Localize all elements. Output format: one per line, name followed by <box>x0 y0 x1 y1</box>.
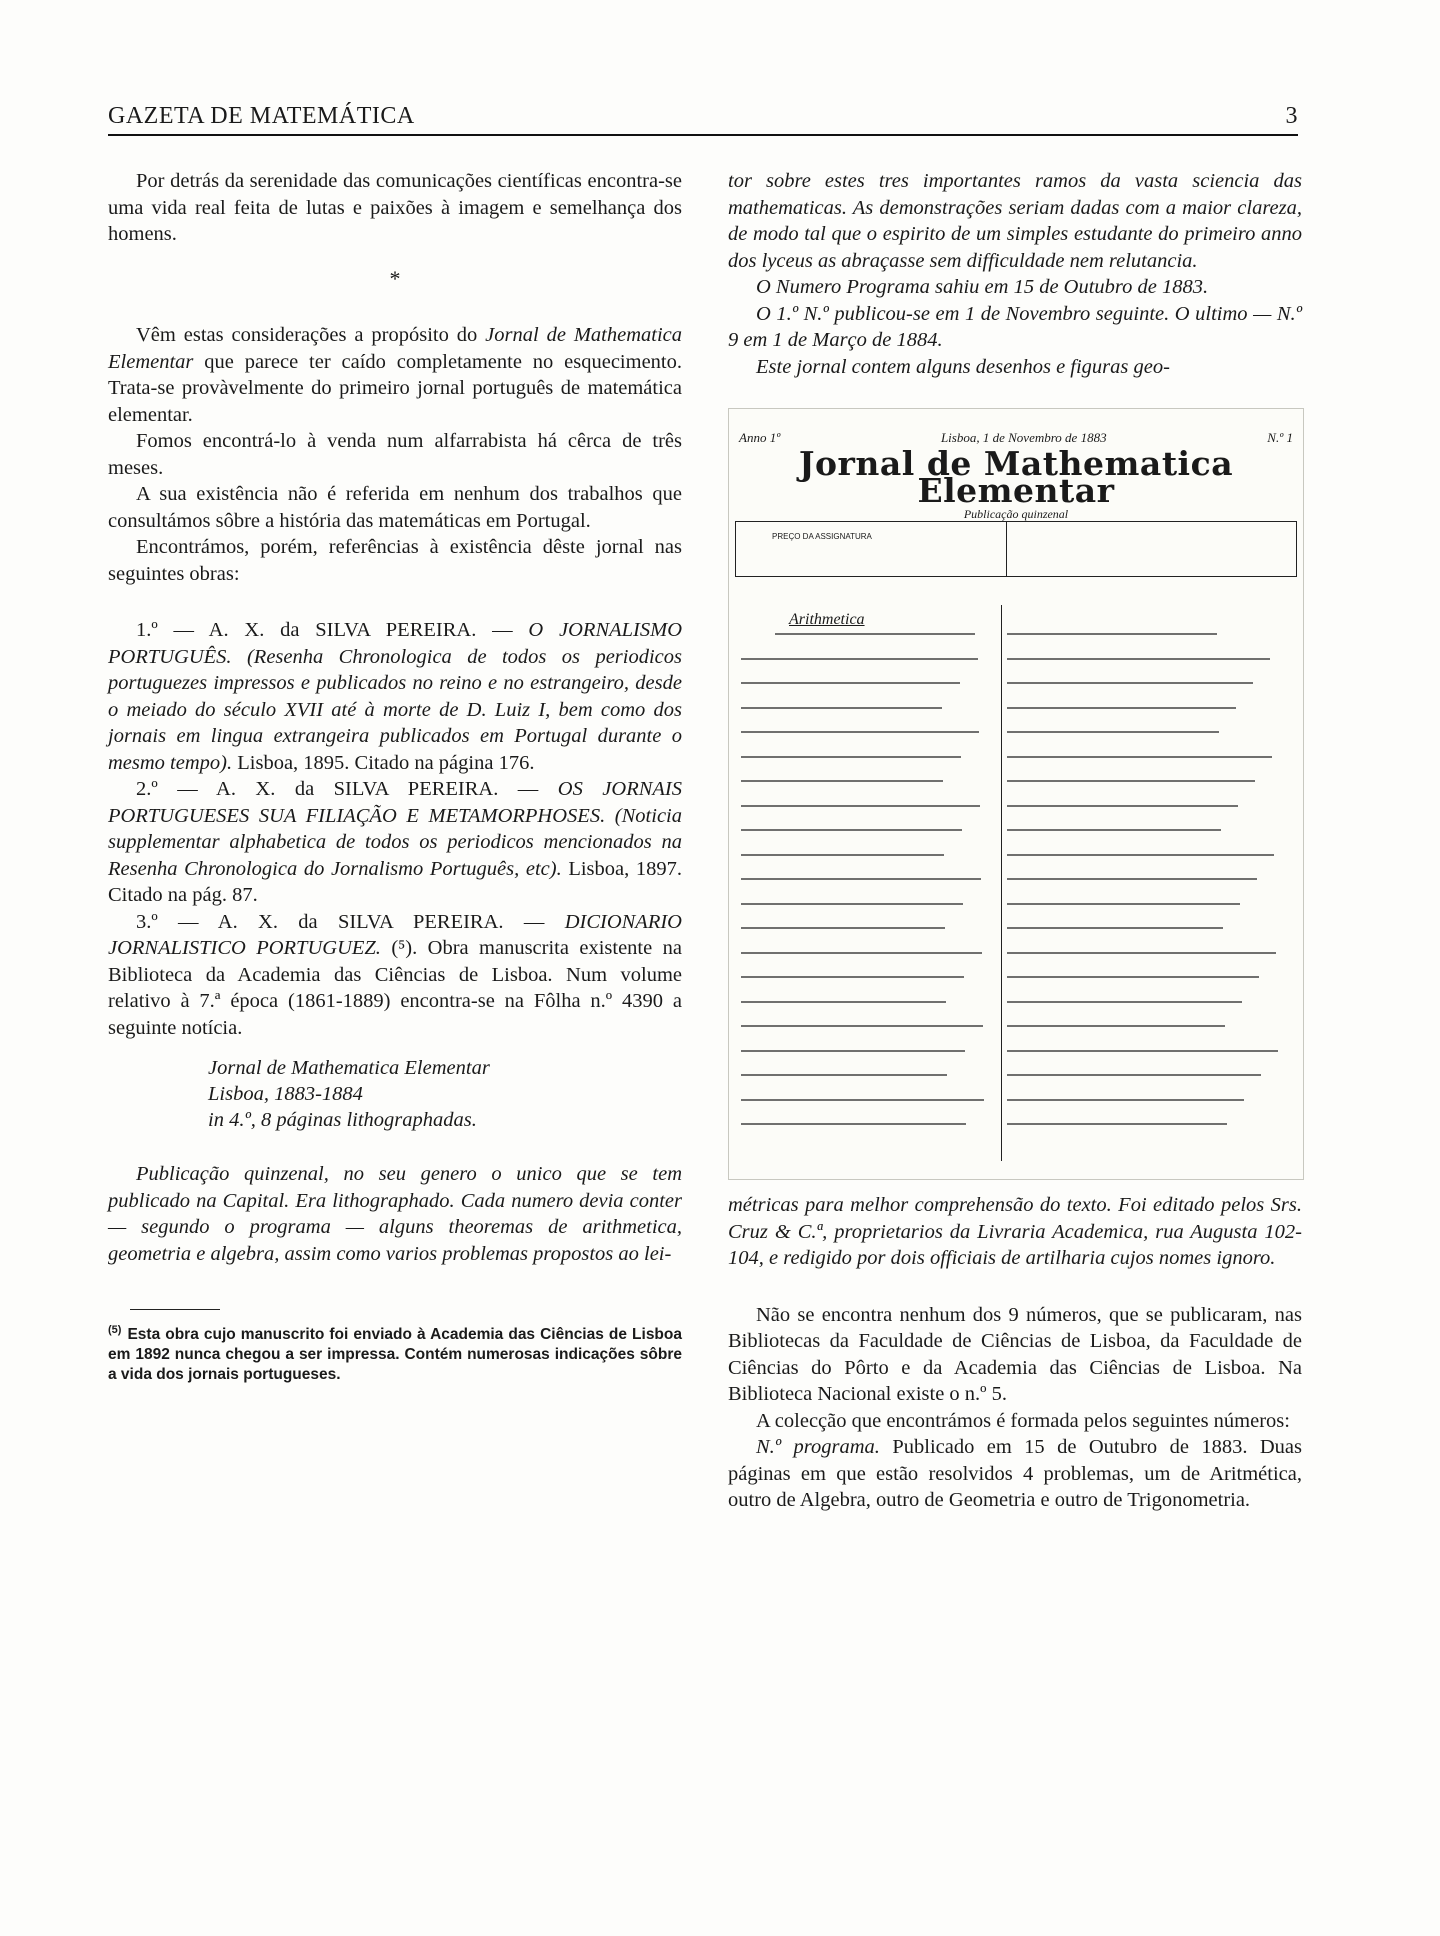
handwriting-line <box>735 878 1297 880</box>
paragraph: tor sobre estes tres importantes ramos da vasta sciencia das mathematicas. As demonstrações seriam dadas com a maior clareza, de modo tal que o espirito de um simples estudante do primeiro anno dos lyceus as abraçasse sem difficuldade nem relutancia. <box>728 170 1302 272</box>
facsimile-subscription-box: PREÇO DA ASSIGNATURA <box>735 521 1297 577</box>
paragraph: Fomos encontrá-lo à venda num alfarrabista há cêrca de três meses. <box>108 430 682 479</box>
handwriting-line <box>735 658 1297 660</box>
left-column <box>108 168 682 1385</box>
handwriting-line <box>735 976 1297 978</box>
running-header <box>108 96 1298 130</box>
catalog-citation: Jornal de Mathematica Elementar Lisboa, 1883-1884 in 4.º, 8 páginas lithographadas. <box>208 1057 490 1131</box>
journal-facsimile-image <box>728 408 1304 1180</box>
facsimile-masthead: Anno 1º Lisboa, 1 de Novembro de 1883 N.º 1 <box>739 430 1293 445</box>
right-column <box>728 168 1302 1514</box>
handwriting-line <box>735 829 1297 831</box>
handwriting-line <box>735 707 1297 709</box>
facsimile-section-heading: Arithmetica <box>789 611 865 628</box>
handwriting-line <box>735 805 1297 807</box>
section-separator: * <box>389 265 401 291</box>
paragraph: A colecção que encontrámos é formada pelos seguintes números: <box>756 1409 1290 1432</box>
handwriting-line <box>735 780 1297 782</box>
reference-2: 2.º — A. X. da SILVA PEREIRA. — OS JORNAIS PORTUGUESES SUA FILIAÇÃO E METAMORPHOSES. (Noticia supplementar alphabetica de todos os periodicos mencionados na Resenha Chronologica do Jornalismo Português, etc). Lisboa, 1897. Citado na pág. 87. <box>108 778 682 906</box>
reference-3: 3.º — A. X. da SILVA PEREIRA. — DICIONARIO JORNALISTICO PORTUGUEZ. (⁵). Obra manuscrita existente na Biblioteca da Academia das Ciências de Lisboa. Num volume relativo à 7.ª época (1861-1889) encontra-se na Fôlha n.º 4390 a seguinte notícia. <box>108 910 682 1039</box>
facsimile-column-divider <box>1001 605 1002 1161</box>
handwriting-line <box>735 682 1297 684</box>
handwriting-line <box>735 1099 1297 1101</box>
paragraph: Publicação quinzenal, no seu genero o unico que se tem publicado na Capital. Era lithographado. Cada numero devia conter — segundo o programa — alguns theoremas de arithmetica, geometria e algebra, assim como varios problemas propostos ao lei- <box>108 1163 682 1265</box>
paragraph: O Numero Programa sahiu em 15 de Outubro de 1883. <box>756 276 1209 298</box>
footnote: $^{(5)}$ Esta obra cujo manuscrito foi enviado à Academia das Ciências de Lisboa em 1892 nunca chegou a ser impressa. Contém numerosas indicações sôbre a vida dos jornais portugueses. <box>108 1324 682 1384</box>
paragraph: N.º programa. Publicado em 15 de Outubro de 1883. Duas páginas em que estão resolvidos 4 problemas, um de Aritmética, outro de Algebra, outro de Geometria e outro de Trigonometria. <box>728 1436 1302 1511</box>
handwriting-line <box>735 1074 1297 1076</box>
paragraph: O 1.º N.º publicou-se em 1 de Novembro seguinte. O ultimo — N.º 9 em 1 de Março de 1884. <box>728 302 1302 351</box>
handwriting-line <box>735 952 1297 954</box>
paragraph: Por detrás da serenidade das comunicações científicas encontra-se uma vida real feita de lutas e paixões à imagem e semelhança dos homens. <box>108 170 682 245</box>
handwriting-line <box>735 1001 1297 1003</box>
paragraph: Encontrámos, porém, referências à existência dêste jornal nas seguintes obras: <box>108 536 682 585</box>
handwriting-line <box>735 903 1297 905</box>
footnote-rule <box>130 1309 220 1310</box>
handwriting-line <box>735 633 1297 635</box>
facsimile-title: Jornal de Mathematica Elementar <box>798 444 1234 510</box>
paragraph: Não se encontra nenhum dos 9 números, que se publicaram, nas Bibliotecas da Faculdade de Ciências de Lisboa, da Faculdade de Ciências do Pôrto e da Academia das Ciências de Lisboa. Na Biblioteca Nacional existe o n.º 5. <box>728 1303 1302 1405</box>
reference-1: 1.º — A. X. da SILVA PEREIRA. — O JORNALISMO PORTUGUÊS. (Resenha Chronologica de todos os periodicos portuguezes impressos e publicados no reino e no estrangeiro, desde o meiado do século XVII até à morte de D. Luiz I, bem como dos jornais em lingua extrangeira publicados em Portugal durante o mesmo tempo). Lisboa, 1895. Citado na página 176. <box>108 619 682 774</box>
paragraph: Este jornal contem alguns desenhos e figuras geo- <box>756 355 1170 378</box>
handwriting-line <box>735 1050 1297 1052</box>
paragraph: Vêm estas considerações a propósito do Jornal de Mathematica Elementar que parece ter caído completamente no esquecimento. Trata-se provàvelmente do primeiro jornal português de matemática elementar. <box>108 324 682 426</box>
journal-name: Jornal de Mathematica Elementar <box>108 324 682 373</box>
handwriting-line <box>735 731 1297 733</box>
handwriting-line <box>735 1025 1297 1027</box>
handwriting-line <box>735 756 1297 758</box>
paragraph: métricas para melhor comprehensão do texto. Foi editado pelos Srs. Cruz & C.ª, proprietarios da Livraria Academica, rua Augusta 102-104, e redigido por dois officiais de artilharia cujos nomes ignoro. <box>728 1194 1302 1269</box>
handwriting-line <box>735 854 1297 856</box>
facsimile-subtitle: Publicação quinzenal <box>963 507 1069 521</box>
journal-title: GAZETA DE MATEMÁTICA <box>108 103 415 129</box>
page-number: 3 <box>1285 103 1298 129</box>
handwriting-line <box>735 1123 1297 1125</box>
paragraph: A sua existência não é referida em nenhum dos trabalhos que consultámos sôbre a história das matemáticas em Portugal. <box>108 483 682 532</box>
header-rule <box>108 134 1298 136</box>
handwriting-line <box>735 927 1297 929</box>
